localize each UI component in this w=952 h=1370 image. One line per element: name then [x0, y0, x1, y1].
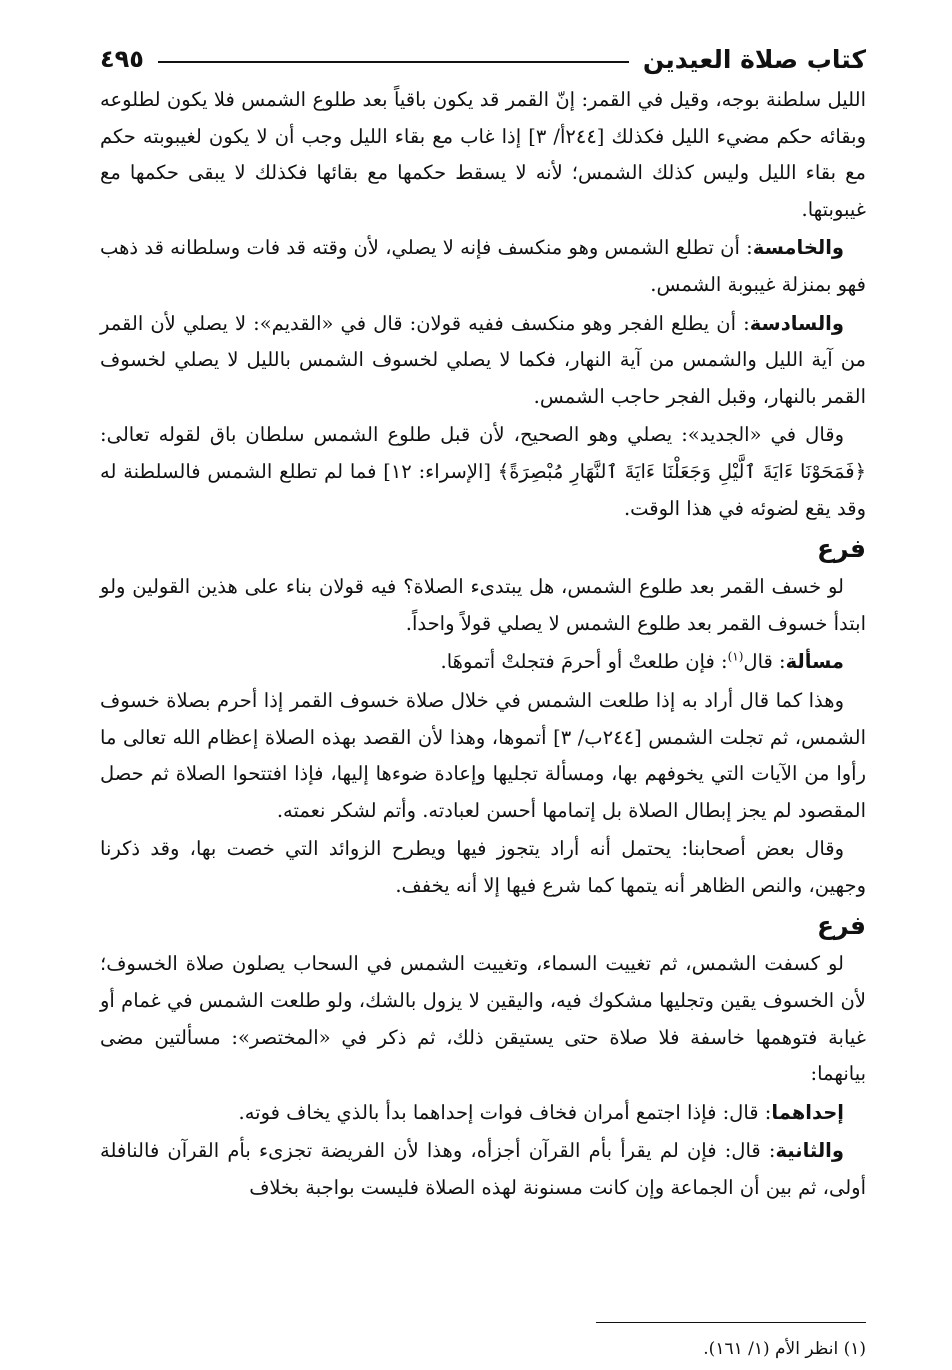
- footnote-number: (١): [843, 1339, 866, 1359]
- paragraph-text: لو خسف القمر بعد طلوع الشمس، هل يبتدىء الصلاة؟ فيه قولان بناء على هذين القولين ولو ابتدأ خسوف القمر بعد طلوع الشمس لا يصلي قولاً واحداً.: [100, 575, 866, 635]
- paragraph: [100, 569, 866, 642]
- paragraph-text: : قال: فإذا اجتمع أمران فخاف فوات إحداهما بدأ بالذي يخاف فوته.: [238, 1100, 772, 1124]
- masala-text: : قال: [743, 650, 786, 674]
- masala-term: مسألة: [785, 650, 844, 674]
- section-heading: فرع: [817, 911, 866, 941]
- masala-paragraph: [100, 644, 866, 681]
- paragraph-term: والخامسة: [752, 236, 844, 260]
- paragraph-term: والسادسة: [749, 311, 844, 335]
- paragraph: [100, 230, 866, 303]
- masala-text: : فإن طلعتْ أو أحرمَ فتجلتْ أتموهَا.: [440, 650, 728, 674]
- header-rule: [158, 61, 629, 63]
- section-heading: فرع: [817, 534, 866, 564]
- paragraph: [100, 683, 866, 829]
- footnote-text: انظر الأم (١/ ١٦١).: [703, 1339, 839, 1359]
- paragraph-text: وهذا كما قال أراد به إذا طلعت الشمس في خلال صلاة خسوف القمر إذا أحرم بصلاة خسوف الشمس، ثم تجلت الشمس [٢٤٤ب/ ٣] أتموها، وهذا لأن القصد بهذه الصلاة إعظام الله تعالى ما رأوا من الآيات التي يخوفهم بها، ومسألة تجليها وإعادة ضوءها إليها، فإذا افتتحوا الصلاة ثم حصل المقصود لم يجز إبطال الصلاة بل إتمامها أحسن لعبادته. وأتم لشكر نعمته.: [100, 688, 866, 822]
- book-page: [100, 36, 866, 1359]
- paragraph-text: وقال في «الجديد»: يصلي وهو الصحيح، لأن قبل طلوع الشمس سلطان باق لقوله تعالى: ﴿فَمَحَوْنَا ءَايَةَ ٱلَّيْلِ وَجَعَلْنَا ءَايَةَ ٱلنَّهَارِ مُبْصِرَةً﴾ [الإسراء: ١٢] فما لم تطلع الشمس فالسلطنة له وقد يقع لضوئه في هذا الوقت.: [100, 423, 866, 520]
- book-title: كتاب صلاة العيدين: [642, 44, 866, 74]
- page-number: ٤٩٥: [100, 45, 144, 73]
- paragraph-text: لو كسفت الشمس، ثم تغييت السماء، وتغييت الشمس في السحاب يصلون صلاة الخسوف؛ لأن الخسوف يقين وتجليها مشكوك فيه، واليقين لا يزول بالشك، ولو طلعت الشمس في غمام أو غيابة فتوهمها خاسفة فلا صلاة حتى يستيقن ذلك، ثم ذكر في «المختصر»: مسألتين مضى بيانهما:: [100, 952, 866, 1086]
- paragraph: [100, 946, 866, 1092]
- paragraph: [100, 831, 866, 904]
- footnote-ref[interactable]: (١): [727, 649, 744, 664]
- paragraph-text: : أن يطلع الفجر وهو منكسف ففيه قولان: قال في «القديم»: لا يصلي لأن القمر من آية الليل والشمس من آية النهار، فكما لا يصلي لخسوف الشمس بالليل لا يصلي لخسوف القمر بالنهار، وقبل الفجر حاجب الشمس.: [100, 311, 866, 408]
- paragraph-text: الليل سلطنة بوجه، وقيل في القمر: إنّ القمر قد يكون باقياً بعد طلوع الشمس فلا يكون لطلوعه وبقائه حكم مضيء الليل فكذلك [٢٤٤أ/ ٣] إذا غاب مع بقاء الليل وجب أن لا يكون لغيبوبته حكم مع بقاء الليل وليس كذلك الشمس؛ لأنه لا يسقط حكمها مع بقائها فكذلك لا يبقى حكمها مع غيبوبتها.: [100, 88, 866, 221]
- paragraph: [100, 1095, 866, 1132]
- running-header: [100, 36, 866, 82]
- paragraph-text: : أن تطلع الشمس وهو منكسف فإنه لا يصلي، لأن وقته قد فات وسلطانه قد ذهب فهو بمنزلة غيبوبة الشمس.: [100, 236, 866, 296]
- paragraph: [100, 417, 866, 527]
- paragraph-term: إحداهما: [771, 1100, 844, 1124]
- footnote-divider: [596, 1322, 866, 1323]
- paragraph-text: : قال: فإن لم يقرأ بأم القرآن أجزأه، وهذا لأن الفريضة تجزىء بأم القرآن فالنافلة أولى، ثم بين أن الجماعة وإن كانت مسنونة لهذه الصلاة فليست بواجبة بخلاف: [100, 1139, 866, 1200]
- paragraph: [100, 1133, 866, 1206]
- paragraph: [100, 306, 866, 416]
- paragraph-term: والثانية: [775, 1139, 844, 1163]
- paragraph-text: وقال بعض أصحابنا: يحتمل أنه أراد يتجوز فيها ويطرح الزوائد التي خصت بها، وقد ذكرنا وجهين، والنص الظاهر أنه يتمها كما شرع فيها إلا أنه يخفف.: [100, 837, 866, 897]
- footnote: [703, 1336, 866, 1362]
- paragraph: [100, 82, 866, 228]
- body-text: [100, 82, 866, 1207]
